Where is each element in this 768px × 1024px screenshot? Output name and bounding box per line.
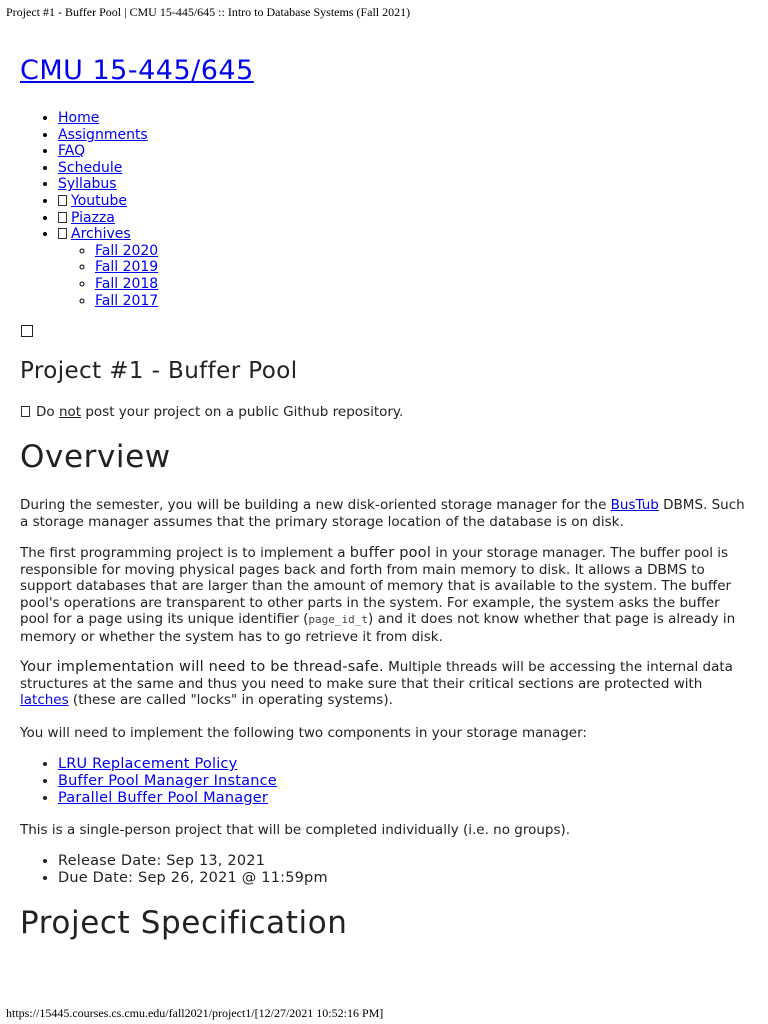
p1-text-post: DBMS. Such a storage manager assumes that the primary storage location of the database is on disk. [20, 497, 745, 530]
nav-item-schedule [58, 160, 158, 177]
latches-link[interactable]: latches [20, 692, 69, 708]
archive-item [95, 259, 158, 276]
p2-text-mid: in your storage manager. The buffer pool is responsible for moving physical pages back and forth from main memory to disk. It allows a DBMS to support databases that are larger than the amount of memory that is available to the system. The buffer pool's operations are transparent to other parts in the system. For example, the system asks the buffer pool for a page using its unique identifier ( [20, 545, 732, 627]
main-nav [38, 110, 158, 309]
page-title: Project #1 - Buffer Pool [20, 358, 298, 384]
nav-link-home[interactable]: Home [58, 110, 100, 126]
archive-link-fall-2020[interactable]: Fall 2020 [95, 242, 159, 259]
overview-paragraph-4: You will need to implement the following two components in your storage manager: [20, 725, 587, 741]
notice-text-post: post your project on a public Github repository. [81, 404, 404, 420]
nav-item-syllabus [58, 176, 158, 193]
print-footer: https://15445.courses.cs.cmu.edu/fall2021/project1/[12/27/2021 10:52:16 PM] [6, 1006, 384, 1020]
warning-notice [21, 403, 403, 421]
buffer-pool-manager-instance-link[interactable]: Buffer Pool Manager Instance [58, 772, 277, 789]
buffer-pool-term: buffer pool [349, 545, 432, 561]
page-id-code: page_id_t [308, 613, 369, 626]
nav-item-assignments [58, 127, 158, 144]
nav-label-youtube: Youtube [71, 192, 127, 209]
p1-text-pre: During the semester, you will be building a new disk-oriented storage manager for the [20, 497, 611, 513]
notice-emphasis: not [58, 404, 82, 420]
nav-label-archives: Archives [71, 226, 131, 243]
p2-text-pre: The first programming project is to implement a [20, 545, 350, 561]
bustub-link[interactable]: BusTub [610, 497, 659, 513]
lru-replacement-policy-link[interactable]: LRU Replacement Policy [58, 756, 238, 772]
p3-text-mid: Multiple threads will be accessing the internal data structures at the same and thus you need to make sure that their critical sections are protected with [20, 659, 733, 692]
thread-safe-emphasis: Your implementation will need to be thread-safe. [20, 659, 384, 675]
list-item [58, 773, 277, 790]
menu-toggle-checkbox[interactable] [21, 325, 33, 337]
notice-text-pre: Do [36, 404, 59, 420]
print-header: Project #1 - Buffer Pool | CMU 15-445/645 :: Intro to Database Systems (Fall 2021) [6, 5, 411, 19]
overview-paragraph-3 [20, 659, 748, 709]
warning-icon [21, 406, 30, 417]
nav-item-youtube [58, 193, 158, 210]
nav-link-schedule[interactable]: Schedule [58, 159, 123, 176]
archive-link-fall-2019[interactable]: Fall 2019 [95, 259, 159, 276]
nav-link-assignments[interactable]: Assignments [58, 126, 148, 143]
archive-link-fall-2018[interactable]: Fall 2018 [95, 275, 159, 292]
piazza-icon [58, 212, 67, 223]
nav-link-archives[interactable] [58, 226, 131, 242]
archive-item [95, 293, 158, 310]
nav-link-piazza[interactable] [58, 210, 115, 226]
nav-item-home [58, 110, 158, 127]
release-date: • Release Date: Sep 13, 2021 [58, 853, 328, 870]
site-title-link[interactable]: CMU 15-445/645 [20, 55, 254, 86]
list-item [58, 790, 277, 807]
overview-paragraph-1 [20, 497, 748, 530]
archives-submenu [58, 243, 158, 309]
nav-link-faq[interactable]: FAQ [58, 143, 86, 160]
nav-item-piazza [58, 210, 158, 227]
site-title [20, 54, 254, 88]
components-list [38, 756, 277, 806]
nav-item-faq [58, 143, 158, 160]
archive-link-fall-2017[interactable]: Fall 2017 [95, 292, 159, 309]
p3-text-post: (these are called "locks" in operating systems). [68, 692, 393, 708]
nav-label-piazza: Piazza [71, 209, 115, 226]
archive-item [95, 243, 158, 260]
nav-item-archives [58, 226, 158, 309]
overview-paragraph-5: This is a single-person project that will be completed individually (i.e. no groups). [20, 822, 571, 838]
archive-item [95, 276, 158, 293]
project-specification-heading: Project Specification [20, 905, 348, 941]
dates-list [38, 853, 328, 887]
nav-link-youtube[interactable] [58, 193, 127, 209]
parallel-buffer-pool-manager-link[interactable]: Parallel Buffer Pool Manager [58, 789, 269, 806]
due-date: • Due Date: Sep 26, 2021 @ 11:59pm [58, 870, 328, 887]
list-item [58, 756, 277, 773]
p2-text-post: ) and it does not know whether that page is already in memory or whether the system has to go retrieve it from disk. [20, 611, 736, 645]
nav-link-syllabus[interactable]: Syllabus [58, 176, 117, 193]
archive-icon [58, 228, 67, 239]
overview-paragraph-2 [20, 545, 748, 645]
youtube-icon [58, 195, 67, 206]
overview-heading: Overview [20, 439, 171, 475]
